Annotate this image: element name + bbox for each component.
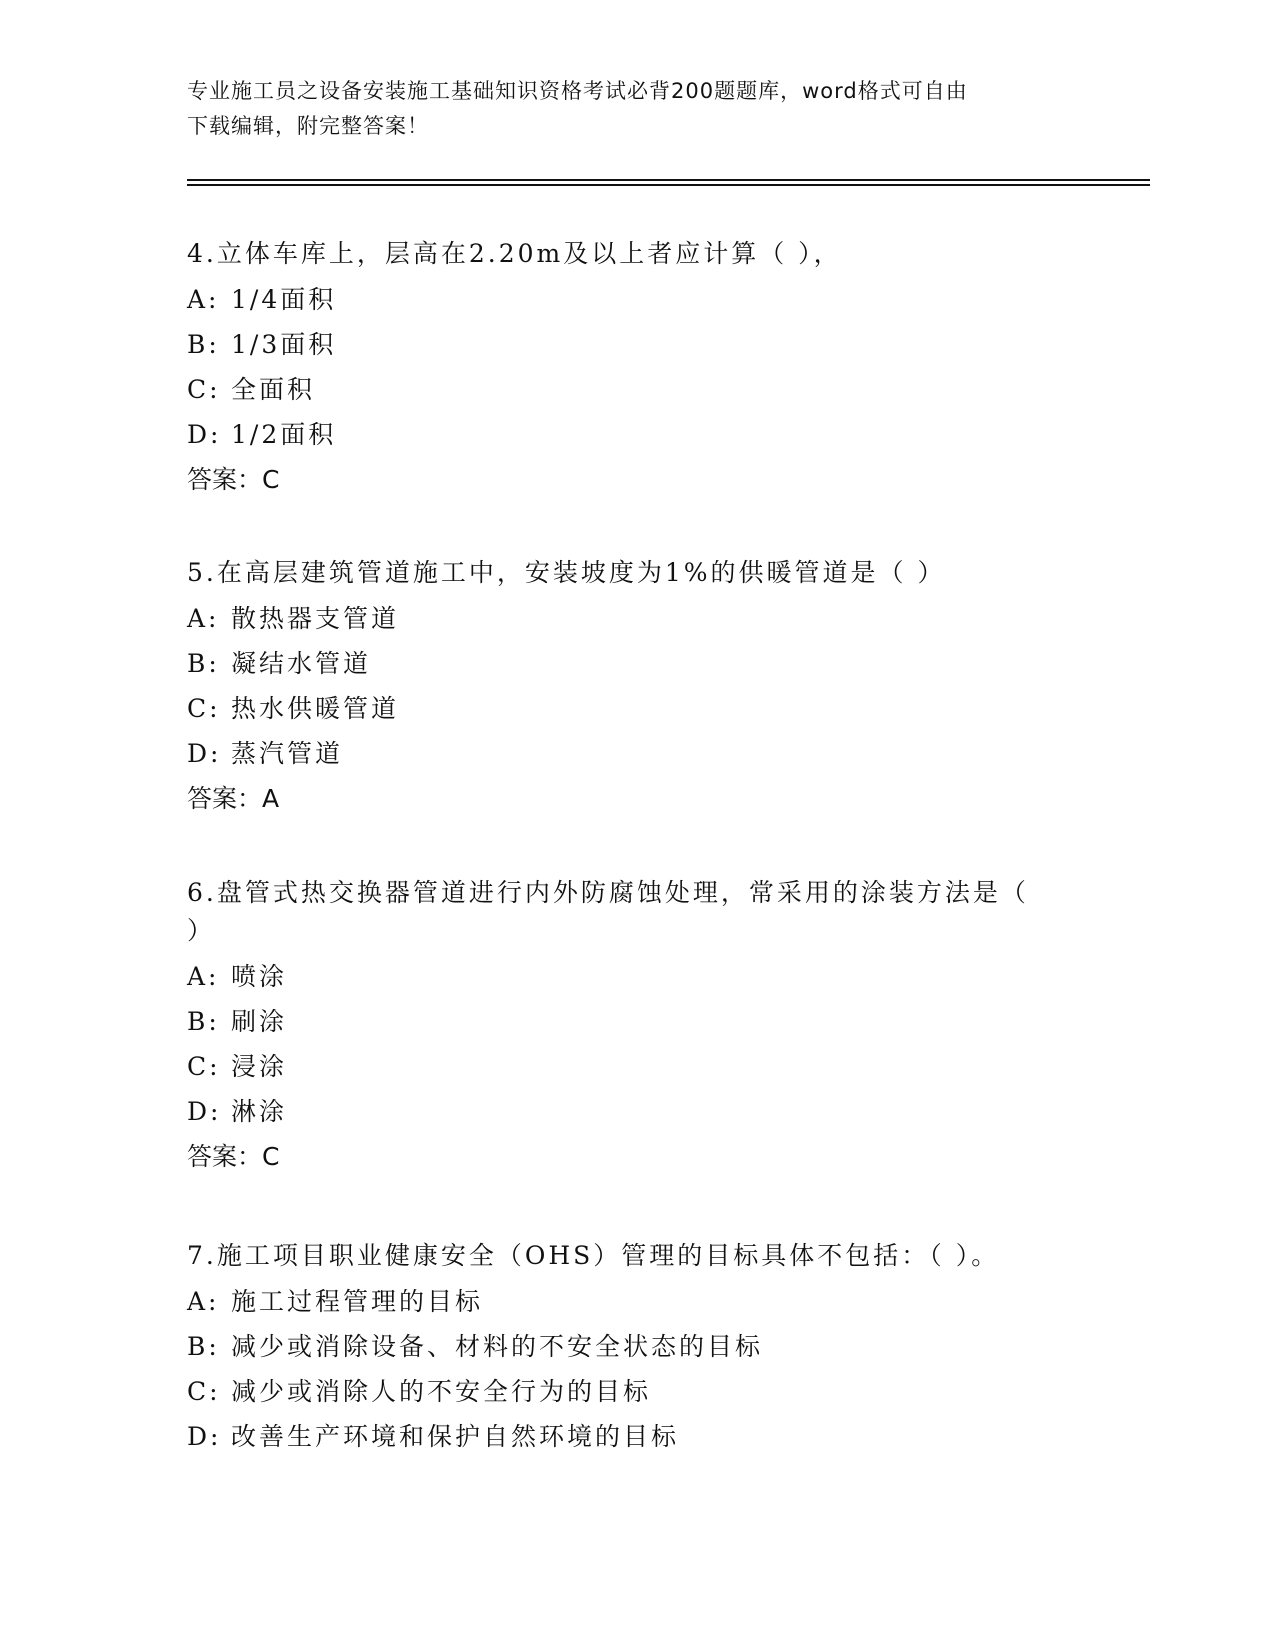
option-c [187,1044,1067,1089]
option-c [187,367,1067,412]
option-key: D: [187,739,222,768]
option-b [187,641,1067,686]
option-text: 减少或消除人的不安全行为的目标 [231,1377,652,1406]
option-b [187,322,1067,367]
option-d [187,412,1067,457]
option-c [187,686,1067,731]
option-key: D: [187,1097,222,1126]
option-a [187,1279,1067,1324]
option-key: B: [187,330,220,359]
question-title-continued: ） [187,916,216,945]
option-text: 喷涂 [231,962,288,991]
question-4 [187,235,1067,502]
option-text: 散热器支管道 [231,604,400,633]
option-text: 改善生产环境和保护自然环境的目标 [231,1422,680,1451]
option-key: D: [187,1422,222,1451]
document-header [187,74,1067,144]
question-5 [187,554,1067,821]
question-7 [187,1237,1067,1459]
option-text: 浸涂 [231,1052,288,1081]
header-divider-bottom [187,184,1150,186]
option-d [187,1089,1067,1134]
header-line-2: 下载编辑，附完整答案！ [187,114,429,138]
option-a [187,277,1067,322]
header-divider-top [187,179,1150,181]
option-c [187,1369,1067,1414]
option-a [187,596,1067,641]
option-text: 全面积 [231,375,316,404]
option-text: 淋涂 [231,1097,288,1126]
option-text: 1/4面积 [231,285,337,314]
option-key: C: [187,375,221,404]
option-text: 1/2面积 [231,420,337,449]
option-d [187,731,1067,776]
option-key: C: [187,694,221,723]
question-6 [187,874,1067,1179]
option-text: 蒸汽管道 [231,739,344,768]
option-b [187,1324,1067,1369]
option-text: 刷涂 [231,1007,288,1036]
question-title: 6.盘管式热交换器管道进行内外防腐蚀处理，常采用的涂装方法是（ [187,878,1029,907]
option-key: A: [187,1287,220,1316]
option-b [187,999,1067,1044]
answer: 答案：A [187,784,280,813]
option-text: 施工过程管理的目标 [231,1287,484,1316]
option-a [187,954,1067,999]
header-line-1: 专业施工员之设备安装施工基础知识资格考试必背200题题库，word格式可自由 [187,79,968,103]
option-text: 减少或消除设备、材料的不安全状态的目标 [231,1332,764,1361]
option-key: C: [187,1377,221,1406]
option-key: A: [187,962,220,991]
option-text: 凝结水管道 [231,649,372,678]
question-title: 5.在高层建筑管道施工中，安装坡度为1%的供暖管道是（ ） [187,558,946,587]
option-key: A: [187,604,220,633]
option-key: C: [187,1052,221,1081]
option-key: A: [187,285,220,314]
option-key: B: [187,649,220,678]
question-title: 7.施工项目职业健康安全（OHS）管理的目标具体不包括：（ ）。 [187,1241,1000,1270]
answer: 答案：C [187,1142,280,1171]
question-title: 4.立体车库上，层高在2.20m及以上者应计算（ ）， [187,239,842,268]
answer: 答案：C [187,465,280,494]
option-key: B: [187,1332,220,1361]
option-d [187,1414,1067,1459]
option-text: 热水供暖管道 [231,694,400,723]
option-key: D: [187,420,222,449]
option-text: 1/3面积 [231,330,337,359]
option-key: B: [187,1007,220,1036]
